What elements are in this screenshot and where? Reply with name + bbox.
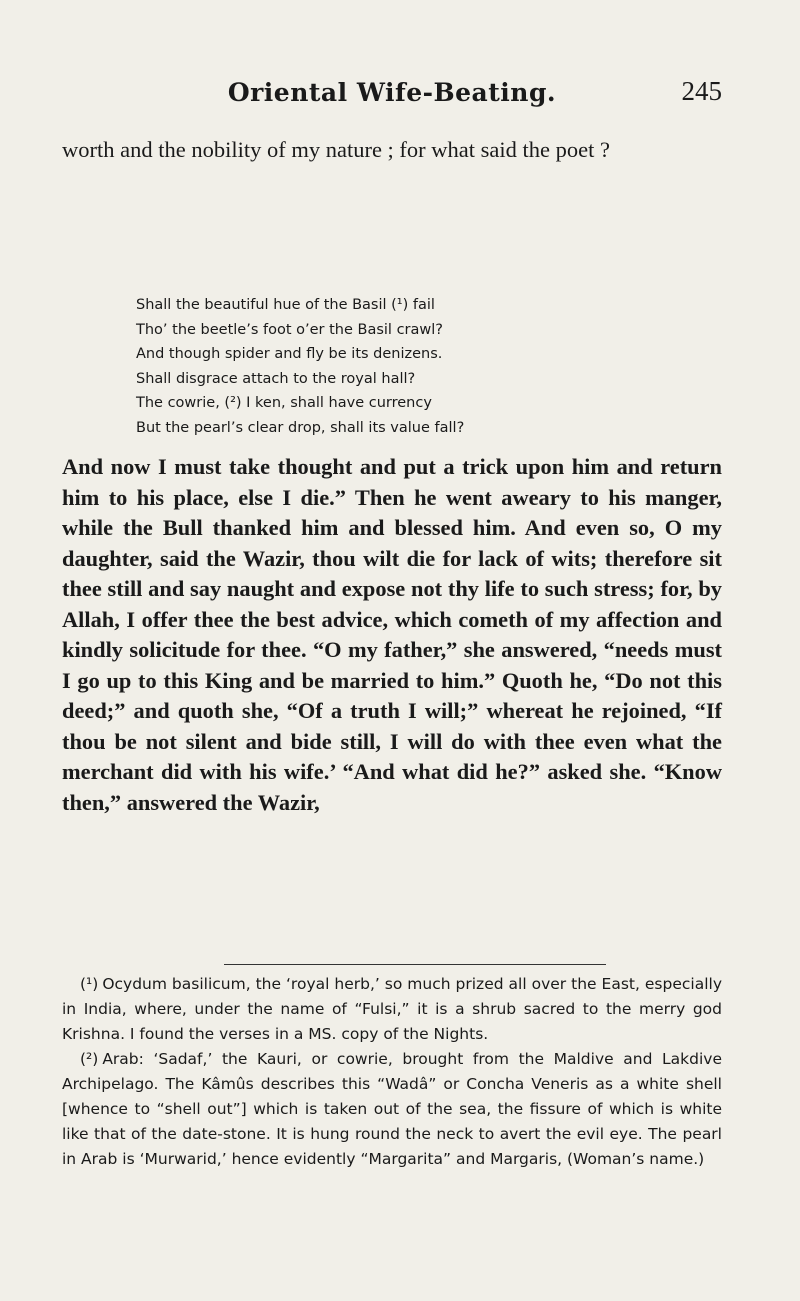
footnote-text: Ocydum basilicum, the ‘royal herb,’ so much prized all over the East, especially in India, where, under the name of “Fulsi,” it is a shrub sacred to the merry god Krishna. I found the verses in a MS. copy of the Nights. (62, 975, 722, 1043)
footnote (62, 1047, 722, 1172)
main-paragraph: And now I must take thought and put a trick upon him and return him to his place, else I die.” Then he went aweary to his manger, while the Bull thanked him and blessed him. And even so, O my daughter, said the Wazir, thou wilt die for lack of wits; therefore sit thee still and say naught and expose not thy life to such stress; for, by Allah, I offer thee the best advice, which cometh of my affection and kindly solicitude for thee. “O my father,” she answered, “needs must I go up to this King and be married to him.” Quoth he, “Do not this deed;” and quoth she, “Of a truth I will;” whereat he rejoined, “If thou be not silent and bide still, I will do with thee even what the merchant did with his wife.’ “And what did he?” asked she. “Know then,” answered the Wazir, (62, 454, 722, 815)
running-head (62, 72, 722, 112)
running-title: Oriental Wife-Beating. (227, 78, 557, 107)
footnotes (62, 972, 722, 1172)
verse-line: But the pearl’s clear drop, shall its value fall? (136, 419, 465, 436)
verse-line: And though spider and fly be its denizens. (136, 346, 443, 362)
verse-line: Shall the beautiful hue of the Basil (¹) fail (136, 297, 435, 313)
verse-line: Tho’ the beetle’s foot o’er the Basil crawl? (136, 321, 443, 338)
footnote-marker: (¹) (80, 975, 99, 993)
footnote (62, 972, 722, 1047)
intro-paragraph: worth and the nobility of my nature ; for what said the poet ? (62, 137, 610, 162)
footnote-marker: (²) (80, 1050, 99, 1068)
verse-line: The cowrie, (²) I ken, shall have currency (136, 395, 432, 411)
footnote-text: Arab: ‘Sadaf,’ the Kauri, or cowrie, brought from the Maldive and Lakdive Archipelago. The Kâmûs describes this “Wadâ” or Concha Veneris as a white shell [whence to “shell out”] which is taken out of the sea, the fissure of which is white like that of the date-stone. It is hung round the neck to avert the evil eye. The pearl in Arab is ‘Murwarid,’ hence evidently “Margarita” and Margaris, (Woman’s name.) (62, 1050, 722, 1168)
footnote-divider (224, 964, 606, 965)
page-number: 245 (681, 76, 722, 106)
verse-block (136, 293, 696, 440)
verse-line: Shall disgrace attach to the royal hall? (136, 370, 416, 387)
